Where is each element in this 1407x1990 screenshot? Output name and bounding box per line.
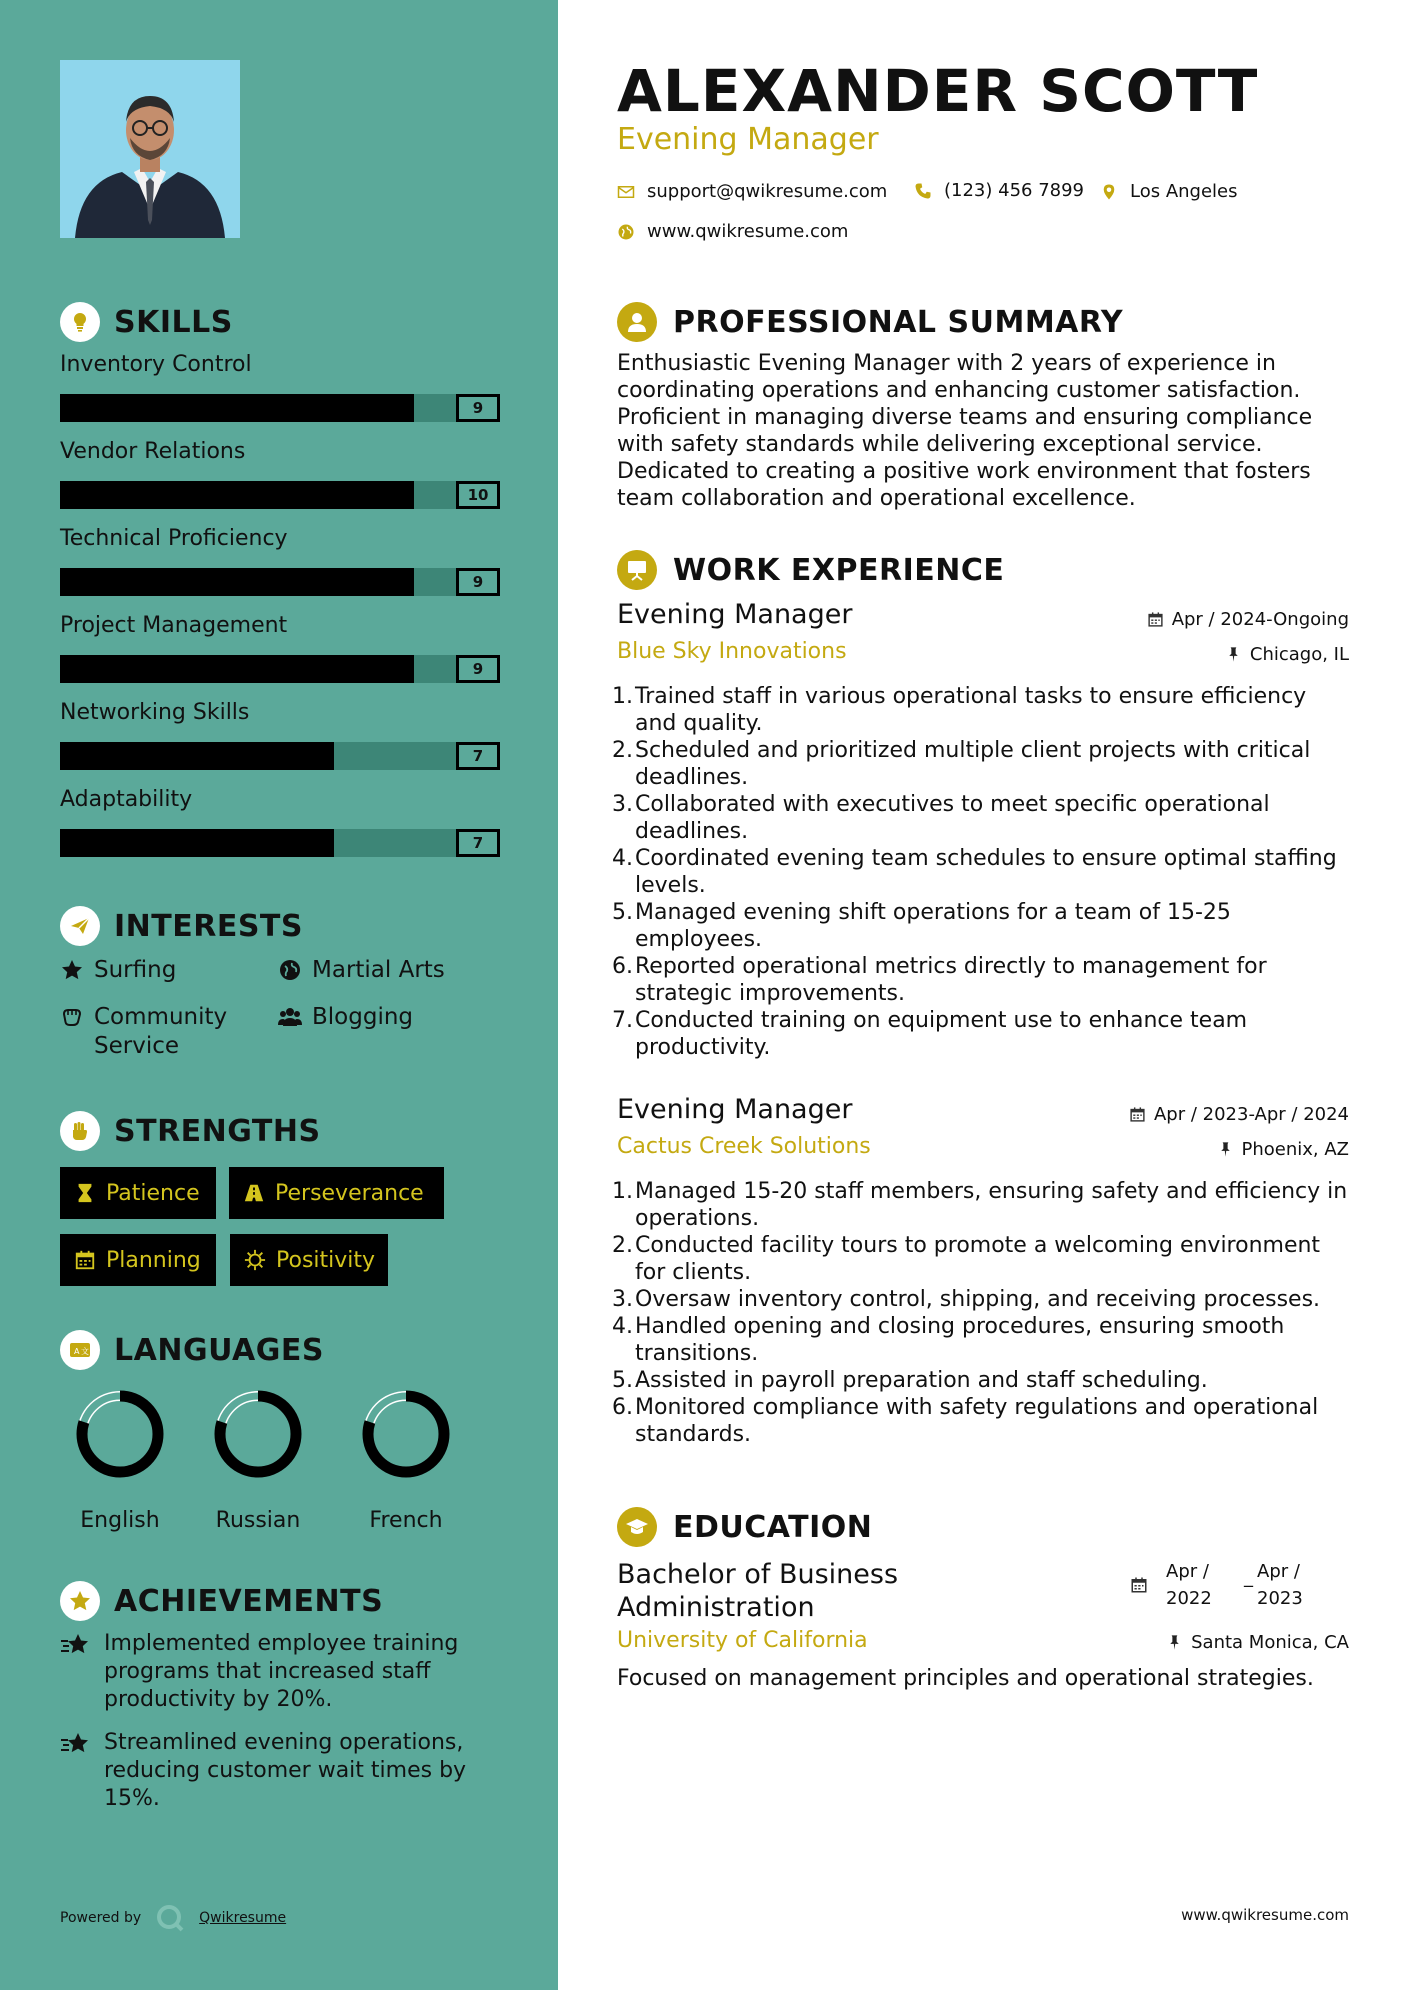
presentation-icon [617,550,657,590]
achievement-item [60,1729,500,1813]
duty-text: Coordinated evening team schedules to ensure optimal staffing levels. [635,846,1337,898]
strength-label: Perseverance [275,1180,424,1206]
skill-bar-fill [60,655,414,683]
shooting-star-icon [60,1632,92,1660]
duty-text: Conducted training on equipment use to enhance team productivity. [635,1008,1248,1060]
strengths-heading [60,1111,321,1151]
calendar-icon [1147,611,1164,628]
achievement-text: Implemented employee training programs that increased staff productivity by 20%. [104,1631,459,1712]
job-duty [612,683,1352,737]
education-description: Focused on management principles and operational strategies. [617,1666,1314,1691]
contact-phone[interactable] [914,180,1084,201]
strength-label: Patience [106,1180,200,1206]
summary-heading [617,302,1123,342]
svg-text:A: A [74,1347,80,1356]
strength-badge-positivity [230,1234,388,1286]
duty-number: 3. [612,792,633,817]
achievement-text: Streamlined evening operations, reducing customer wait times by 15%. [104,1730,467,1811]
skill-item [60,613,500,683]
duty-number: 4. [612,1314,633,1339]
powered-by [60,1903,286,1933]
candidate-role: Evening Manager [617,122,879,157]
duty-number: 2. [612,1233,633,1258]
skill-level: 10 [456,481,500,509]
interest-item-blogging [278,1003,413,1032]
user-icon [617,302,657,342]
duty-number: 5. [612,900,633,925]
strength-badge-planning [60,1234,216,1286]
skill-item [60,700,500,770]
job-company: Blue Sky Innovations [617,639,847,664]
contact-email[interactable] [617,181,887,202]
job-duty [612,1007,1352,1061]
language-name: English [80,1508,160,1533]
education-end: Apr / 2023 [1257,1561,1303,1609]
job-location [1225,644,1349,665]
profile-photo-image [60,60,240,238]
job-duty [612,1394,1352,1448]
skills-title: SKILLS [114,304,233,340]
map-pin-icon [1100,183,1118,201]
job-duty [612,1178,1352,1232]
job-duty [612,1367,1352,1394]
interest-label: Blogging [312,1004,414,1030]
achievements-heading [60,1581,383,1621]
phone-icon [914,182,932,200]
skill-bar [60,481,500,509]
skill-name: Technical Proficiency [60,526,288,551]
language-donut [360,1388,452,1480]
interest-item-surfing [60,956,176,985]
contact-location [1100,181,1238,202]
skill-level: 9 [456,394,500,422]
language-name: Russian [215,1508,301,1533]
interest-label: Martial Arts [312,957,445,983]
duty-number: 3. [612,1287,633,1312]
languages-heading [60,1330,324,1370]
footer-url[interactable]: www.qwikresume.com [1181,1906,1349,1924]
duty-text: Managed evening shift operations for a team of 15-25 employees. [635,900,1231,952]
skill-name: Adaptability [60,787,193,812]
pin-icon [1166,1634,1183,1651]
job-location [1217,1139,1350,1160]
skill-item [60,526,500,596]
job-duties [612,1178,1352,1448]
skills-heading [60,302,233,342]
skill-bar-fill [60,742,334,770]
duty-text: Conducted facility tours to promote a welcoming environment for clients. [635,1233,1321,1285]
skill-bar-fill [60,568,414,596]
language-item [336,1388,476,1533]
candidate-name: ALEXANDER SCOTT [617,57,1259,125]
education-start: Apr / 2022 [1166,1561,1212,1609]
language-donut [74,1388,166,1480]
skill-item [60,787,500,857]
duty-number: 6. [612,954,633,979]
interests-title: INTERESTS [114,908,303,944]
skill-level: 9 [456,568,500,596]
users-icon [278,1005,302,1029]
education-title: EDUCATION [673,1509,873,1545]
duty-number: 2. [612,738,633,763]
achievement-item [60,1630,500,1714]
svg-text:文: 文 [81,1347,89,1356]
job-duty [612,1286,1352,1313]
summary-text: Enthusiastic Evening Manager with 2 years of experience in coordinating operations and enhancing customer satisfaction. Proficient in managing diverse teams and ensuring compliance with safety standards while delivering exceptional service. Dedicated to creating a positive work environment that fosters team collaboration and operational excellence. [617,351,1313,511]
interest-label: Surfing [94,957,177,983]
profile-photo [60,60,240,238]
skill-bar [60,655,500,683]
sun-icon [244,1249,266,1271]
skill-item [60,352,500,422]
star-icon [60,958,84,982]
education-heading [617,1507,872,1547]
duty-text: Monitored compliance with safety regulations and operational standards. [635,1395,1319,1447]
job-duty [612,953,1352,1007]
website-text: www.qwikresume.com [647,221,849,242]
lightbulb-icon [60,302,100,342]
calendar-icon [1129,1106,1146,1123]
summary-title: PROFESSIONAL SUMMARY [673,304,1124,340]
duty-text: Managed 15-20 staff members, ensuring safety and efficiency in operations. [635,1179,1348,1231]
job-title: Evening Manager [617,1094,853,1125]
experience-heading [617,550,1004,590]
duty-number: 1. [612,684,633,709]
interest-item-community-service [60,1003,260,1061]
star-badge-icon [60,1581,100,1621]
pin-icon [1217,1141,1234,1158]
qwikresume-link[interactable]: Qwikresume [199,1910,287,1926]
experience-title: WORK EXPERIENCE [673,552,1005,588]
calendar-icon [1130,1576,1148,1594]
language-item [50,1388,190,1533]
skill-bar [60,568,500,596]
job-duty [612,791,1352,845]
strength-label: Planning [106,1247,201,1273]
job-dates [1147,609,1349,630]
job-company: Cactus Creek Solutions [617,1134,871,1159]
skill-name: Networking Skills [60,700,250,725]
duty-number: 5. [612,1368,633,1393]
duty-text: Reported operational metrics directly to management for strategic improvements. [635,954,1267,1006]
fist-icon [60,1111,100,1151]
job-dates-text: Apr / 2023-Apr / 2024 [1153,1104,1349,1125]
strength-badge-patience [60,1167,216,1219]
job-location-text: Phoenix, AZ [1241,1139,1349,1160]
skill-bar-fill [60,394,414,422]
skill-bar [60,829,500,857]
duty-text: Collaborated with executives to meet specific operational deadlines. [635,792,1270,844]
interests-heading [60,906,303,946]
language-icon [60,1330,100,1370]
skill-bar-fill [60,829,334,857]
duty-number: 4. [612,846,633,871]
pin-icon [1225,646,1242,663]
interest-item-martial-arts [278,956,445,985]
education-location-text: Santa Monica, CA [1191,1632,1349,1653]
job-dates [1129,1104,1349,1125]
email-text: support@qwikresume.com [647,181,888,202]
strengths-title: STRENGTHS [114,1113,321,1149]
shooting-star-icon [60,1731,92,1759]
road-icon [243,1182,265,1204]
envelope-icon [617,183,635,201]
job-duty [612,845,1352,899]
education-school: University of California [617,1628,868,1653]
graduation-cap-icon [617,1507,657,1547]
job-duty [612,1313,1352,1367]
duty-text: Handled opening and closing procedures, ensuring smooth transitions. [635,1314,1285,1366]
job-location-text: Chicago, IL [1249,644,1349,665]
education-separator: _ [1244,1567,1253,1588]
job-dates-text: Apr / 2024-Ongoing [1171,609,1349,630]
qwikresume-logo-icon [155,1903,185,1933]
job-duty [612,899,1352,953]
skill-level: 7 [456,829,500,857]
globe-icon [278,958,302,982]
languages-title: LANGUAGES [114,1332,324,1368]
language-name: French [369,1508,443,1533]
hand-icon [60,1005,84,1029]
language-donut [212,1388,304,1480]
job-title: Evening Manager [617,599,853,630]
duty-number: 1. [612,1179,633,1204]
skill-name: Project Management [60,613,288,638]
skill-bar-fill [60,481,414,509]
duty-text: Assisted in payroll preparation and staff scheduling. [635,1368,1208,1393]
phone-text: (123) 456 7899 [944,180,1085,201]
hourglass-icon [74,1182,96,1204]
education-location [1166,1632,1349,1653]
job-duty [612,1232,1352,1286]
duty-text: Trained staff in various operational tasks to ensure efficiency and quality. [635,684,1307,736]
location-text: Los Angeles [1130,181,1238,202]
job-duty [612,737,1352,791]
job-duties [612,683,1352,1061]
duty-text: Scheduled and prioritized multiple client projects with critical deadlines. [635,738,1311,790]
skill-bar [60,394,500,422]
paper-plane-icon [60,906,100,946]
interest-label: Community Service [94,1004,228,1059]
skill-name: Inventory Control [60,352,252,377]
strength-label: Positivity [276,1247,376,1273]
strength-badge-perseverance [229,1167,444,1219]
skill-level: 7 [456,742,500,770]
skill-level: 9 [456,655,500,683]
education-dates [1130,1558,1317,1612]
contact-website[interactable] [617,221,848,242]
duty-text: Oversaw inventory control, shipping, and receiving processes. [635,1287,1321,1312]
skill-bar [60,742,500,770]
skill-name: Vendor Relations [60,439,246,464]
achievements-title: ACHIEVEMENTS [114,1583,384,1619]
language-item [188,1388,328,1533]
powered-by-label: Powered by [60,1910,142,1926]
calendar-icon [74,1249,96,1271]
education-degree: Bachelor of Business Administration [617,1559,899,1623]
sidebar [0,0,558,1990]
globe-icon [617,223,635,241]
duty-number: 6. [612,1395,633,1420]
duty-number: 7. [612,1008,633,1033]
skill-item [60,439,500,509]
